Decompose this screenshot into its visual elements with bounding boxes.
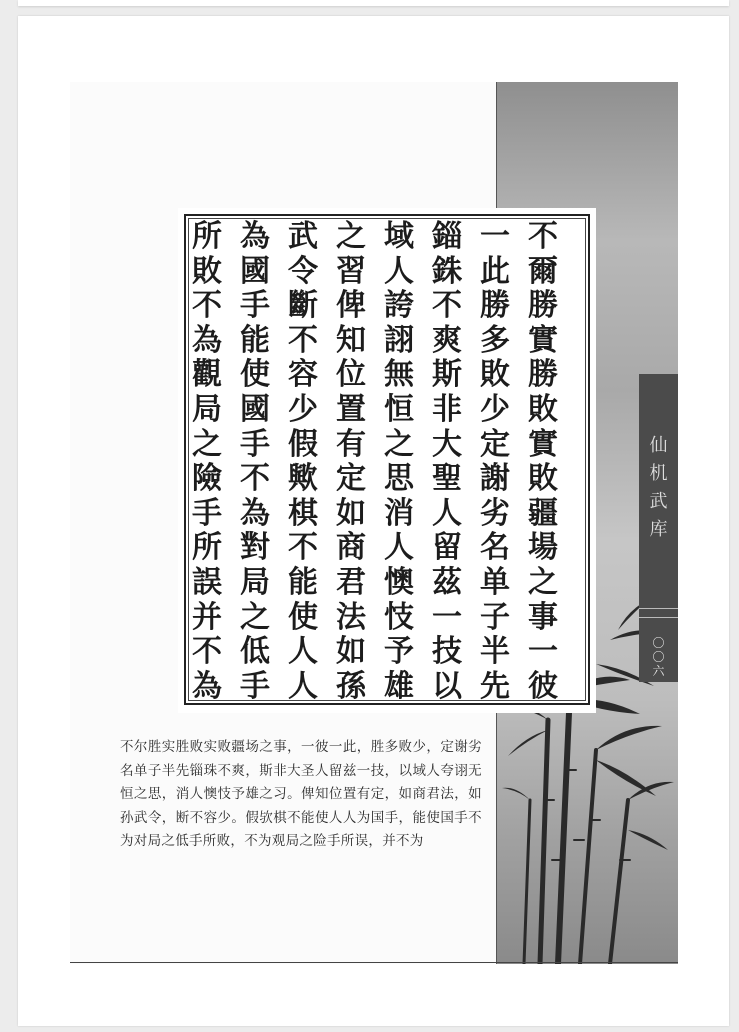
calligraphy-char: 之	[336, 219, 366, 254]
calligraphy-char: 手	[192, 495, 222, 531]
calligraphy-char: 之	[240, 599, 270, 635]
calligraphy-char: 一	[480, 219, 510, 254]
page-number-digit: 〇	[652, 650, 665, 664]
calligraphy-char: 斷	[288, 288, 318, 324]
calligraphy-char: 技	[432, 634, 462, 670]
calligraphy-char: 詡	[384, 322, 414, 358]
calligraphy-char: 人	[384, 253, 414, 289]
calligraphy-char: 為	[192, 668, 222, 704]
calligraphy-char: 事	[528, 599, 558, 635]
calligraphy-char: 國	[240, 253, 270, 289]
calligraphy-scan	[178, 208, 596, 713]
calligraphy-char: 名	[480, 530, 510, 566]
calligraphy-char: 謝	[480, 461, 510, 497]
side-tab-title-char: 机	[649, 463, 668, 484]
calligraphy-column	[282, 219, 324, 704]
calligraphy-char: 不	[432, 288, 462, 324]
calligraphy-char: 以	[432, 668, 462, 704]
calligraphy-char: 疆	[528, 495, 558, 531]
calligraphy-char: 商	[336, 530, 366, 566]
calligraphy-char: 定	[336, 461, 366, 497]
calligraphy-char: 位	[336, 357, 366, 393]
calligraphy-char: 域	[384, 219, 414, 254]
calligraphy-char: 武	[288, 219, 318, 254]
calligraphy-char: 場	[528, 530, 558, 566]
previous-page-edge	[18, 0, 729, 6]
calligraphy-char: 大	[432, 426, 462, 462]
calligraphy-char: 使	[240, 357, 270, 393]
calligraphy-char: 誤	[192, 565, 222, 601]
calligraphy-char: 少	[288, 392, 318, 428]
calligraphy-char: 勝	[528, 288, 558, 324]
calligraphy-char: 局	[240, 565, 270, 601]
calligraphy-column	[234, 219, 276, 704]
calligraphy-char: 彼	[528, 668, 558, 704]
calligraphy-char: 先	[480, 668, 510, 704]
calligraphy-column	[474, 219, 516, 704]
calligraphy-char: 不	[288, 530, 318, 566]
calligraphy-char: 為	[192, 322, 222, 358]
calligraphy-char: 敗	[528, 461, 558, 497]
calligraphy-char: 無	[384, 357, 414, 393]
calligraphy-char: 一	[528, 634, 558, 670]
side-tab-title-char: 仙	[649, 435, 668, 456]
calligraphy-char: 實	[528, 322, 558, 358]
calligraphy-char: 棋	[288, 495, 318, 531]
calligraphy-char: 不	[240, 461, 270, 497]
calligraphy-char: 敗	[192, 253, 222, 289]
calligraphy-char: 如	[336, 634, 366, 670]
calligraphy-char: 非	[432, 392, 462, 428]
calligraphy-char: 假	[288, 426, 318, 462]
calligraphy-char: 勝	[480, 288, 510, 324]
calligraphy-char: 有	[336, 426, 366, 462]
calligraphy-char: 君	[336, 565, 366, 601]
calligraphy-char: 之	[384, 426, 414, 462]
calligraphy-char: 子	[480, 599, 510, 635]
calligraphy-char: 俾	[336, 288, 366, 324]
calligraphy-char: 手	[240, 426, 270, 462]
calligraphy-char: 所	[192, 219, 222, 254]
side-tab	[639, 374, 678, 682]
bottom-rule	[70, 962, 678, 963]
calligraphy-char: 敗	[528, 392, 558, 428]
calligraphy-char: 為	[240, 219, 270, 254]
calligraphy-char: 險	[192, 461, 222, 497]
calligraphy-char: 如	[336, 495, 366, 531]
calligraphy-column	[378, 219, 420, 704]
calligraphy-char: 誇	[384, 288, 414, 324]
translation-text: 不尔胜实胜败实败疆场之事，一彼一此，胜多败少，定谢劣名单子半先锱珠不爽，斯非大圣人留兹一技，以域人夸诩无恒之思，消人懊忮予雄之习。俾知位置有定，如商君法，如孙武令，断不容少。假欤棋不能使人人为国手，能使国手不为对局之低手所败，不为观局之险手所误，并不为	[120, 739, 482, 850]
calligraphy-char: 人	[288, 634, 318, 670]
calligraphy-char: 懊	[384, 565, 414, 601]
calligraphy-char: 使	[288, 599, 318, 635]
calligraphy-char: 能	[288, 565, 318, 601]
calligraphy-char: 能	[240, 322, 270, 358]
calligraphy-char: 单	[480, 565, 510, 601]
calligraphy-char: 不	[192, 288, 222, 324]
page-number	[639, 636, 678, 678]
calligraphy-char: 銖	[432, 253, 462, 289]
calligraphy-char: 孫	[336, 668, 366, 704]
calligraphy-char: 忮	[384, 599, 414, 635]
calligraphy-char: 所	[192, 530, 222, 566]
calligraphy-char: 并	[192, 599, 222, 635]
calligraphy-char: 茲	[432, 565, 462, 601]
calligraphy-char: 法	[336, 599, 366, 635]
calligraphy-char: 消	[384, 495, 414, 531]
calligraphy-char: 半	[480, 634, 510, 670]
side-tab-title-char: 库	[649, 519, 668, 540]
calligraphy-char: 人	[384, 530, 414, 566]
calligraphy-char: 定	[480, 426, 510, 462]
calligraphy-char: 實	[528, 426, 558, 462]
calligraphy-char: 多	[480, 322, 510, 358]
calligraphy-char: 低	[240, 634, 270, 670]
calligraphy-char: 不	[528, 219, 558, 254]
calligraphy-char: 斯	[432, 357, 462, 393]
calligraphy-char: 勝	[528, 357, 558, 393]
calligraphy-char: 留	[432, 530, 462, 566]
calligraphy-char: 思	[384, 461, 414, 497]
calligraphy-char: 對	[240, 530, 270, 566]
calligraphy-char: 一	[432, 599, 462, 635]
calligraphy-char: 此	[480, 253, 510, 289]
calligraphy-char: 之	[192, 426, 222, 462]
calligraphy-char: 令	[288, 253, 318, 289]
calligraphy-char: 局	[192, 392, 222, 428]
calligraphy-char: 少	[480, 392, 510, 428]
calligraphy-char: 錙	[432, 219, 462, 254]
calligraphy-char: 人	[432, 495, 462, 531]
calligraphy-char: 觀	[192, 357, 222, 393]
calligraphy-char: 手	[240, 288, 270, 324]
side-tab-rule	[639, 608, 678, 618]
calligraphy-column	[522, 219, 564, 704]
calligraphy-char: 敗	[480, 357, 510, 393]
calligraphy-char: 容	[288, 357, 318, 393]
calligraphy-char: 不	[192, 634, 222, 670]
calligraphy-char: 爽	[432, 322, 462, 358]
calligraphy-char: 習	[336, 253, 366, 289]
page-number-digit: 〇	[652, 636, 665, 650]
calligraphy-char: 不	[288, 322, 318, 358]
calligraphy-char: 劣	[480, 495, 510, 531]
calligraphy-char: 手	[240, 668, 270, 704]
calligraphy-char: 爾	[528, 253, 558, 289]
calligraphy-char: 雄	[384, 668, 414, 704]
calligraphy-column	[186, 219, 228, 704]
calligraphy-char: 置	[336, 392, 366, 428]
calligraphy-char: 國	[240, 392, 270, 428]
calligraphy-column	[426, 219, 468, 704]
calligraphy-char: 人	[288, 668, 318, 704]
calligraphy-char: 為	[240, 495, 270, 531]
calligraphy-char: 恒	[384, 392, 414, 428]
calligraphy-column	[330, 219, 372, 704]
page-number-digit: 六	[652, 664, 665, 678]
side-tab-title-char: 武	[649, 491, 668, 512]
calligraphy-char: 歟	[288, 461, 318, 497]
side-tab-title	[639, 432, 678, 544]
calligraphy-char: 知	[336, 322, 366, 358]
calligraphy-char: 予	[384, 634, 414, 670]
calligraphy-char: 之	[528, 565, 558, 601]
calligraphy-char: 聖	[432, 461, 462, 497]
